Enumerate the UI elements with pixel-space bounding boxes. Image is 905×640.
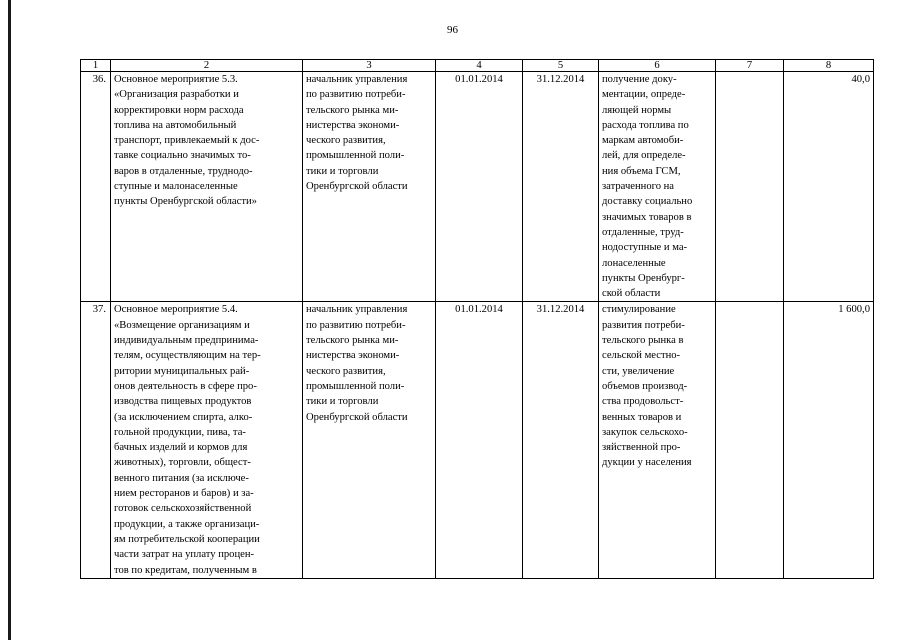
text-line: закупок сельскохо- (602, 426, 688, 438)
text-line: зяйственной про- (602, 442, 681, 454)
text-line: нистерства экономи- (306, 350, 400, 362)
text-line: тики и торговли (306, 165, 379, 177)
text-line: тельского рынка в (602, 335, 684, 347)
text-line: телям, осуществляющим на тер- (114, 350, 261, 362)
text-line: ритории муниципальных рай- (114, 365, 250, 377)
activity-cell (111, 72, 303, 302)
column-header: 4 (436, 60, 523, 72)
column-header: 3 (303, 60, 436, 72)
text-line: части затрат на уплату процен- (114, 549, 255, 561)
text-line: объемов производ- (602, 380, 688, 392)
text-line: пункты Оренбург- (602, 272, 685, 284)
text-line: варов в отдаленные, труднодо- (114, 165, 253, 177)
responsible-cell (303, 72, 436, 302)
text-line: нодоступные и ма- (602, 242, 688, 254)
text-line: «Организация разработки и (114, 89, 239, 101)
table-row (81, 72, 874, 302)
text-line: венного питания (за исключе- (114, 472, 249, 484)
text-line: бачных изделий и кормов для (114, 442, 248, 454)
text-line: значимых товаров в (602, 211, 692, 223)
result-cell (599, 302, 716, 578)
text-line: корректировки норм расхода (114, 104, 244, 116)
text-line: получение доку- (602, 74, 677, 85)
text-line: Оренбургской области (306, 181, 408, 193)
text-line: Основное мероприятие 5.4. (114, 304, 238, 316)
responsible-cell (303, 302, 436, 578)
text-line: промышленной поли- (306, 380, 405, 392)
text-line: изводства пищевых продуктов (114, 396, 252, 408)
text-line: тов по кредитам, полученным в (114, 564, 257, 576)
text-line: ляющей нормы (602, 104, 672, 116)
text-line: затраченного на (602, 181, 675, 193)
text-line: индивидуальным предпринима- (114, 335, 259, 347)
scan-edge-line (8, 0, 11, 640)
column-header: 6 (599, 60, 716, 72)
amount-cell: 1 600,0 (784, 302, 874, 578)
text-line: по развитию потреби- (306, 319, 406, 331)
column-header: 5 (523, 60, 599, 72)
text-line: (за исключением спирта, алко- (114, 411, 253, 423)
text-line: доставку социально (602, 196, 693, 208)
text-line: сти, увеличение (602, 365, 675, 377)
text-line: начальник управления (306, 74, 408, 85)
text-line: Основное мероприятие 5.3. (114, 74, 238, 85)
text-line: гольной продукции, пива, та- (114, 426, 246, 438)
activity-cell (111, 302, 303, 578)
text-line: «Возмещение организациям и (114, 319, 250, 331)
text-line: отдаленные, труд- (602, 226, 684, 238)
text-line: маркам автомоби- (602, 135, 684, 147)
column-number-row (81, 60, 874, 72)
text-line: лонаселенные (602, 257, 666, 269)
text-line: нием ресторанов и баров) и за- (114, 488, 254, 500)
text-line: пункты Оренбургской области» (114, 196, 257, 208)
table-row (81, 302, 874, 578)
column-header: 1 (81, 60, 111, 72)
text-line: ментации, опреде- (602, 89, 686, 101)
amount-cell: 40,0 (784, 72, 874, 302)
start-date-cell: 01.01.2014 (436, 72, 523, 302)
text-line: ческого развития, (306, 135, 386, 147)
text-line: ям потребительской кооперации (114, 533, 260, 545)
start-date-cell: 01.01.2014 (436, 302, 523, 578)
end-date-cell: 31.12.2014 (523, 72, 599, 302)
text-line: ской области (602, 288, 661, 300)
column-7-cell (716, 302, 784, 578)
row-number: 37. (81, 302, 111, 578)
text-line: тельского рынка ми- (306, 335, 399, 347)
text-line: расхода топлива по (602, 119, 689, 131)
text-line: Оренбургской области (306, 411, 408, 423)
text-line: нистерства экономи- (306, 119, 400, 131)
column-header: 7 (716, 60, 784, 72)
text-line: топлива на автомобильный (114, 119, 237, 131)
text-line: тики и торговли (306, 396, 379, 408)
text-line: тельского рынка ми- (306, 104, 399, 116)
result-cell (599, 72, 716, 302)
text-line: дукции у населения (602, 457, 692, 469)
text-line: ния объема ГСМ, (602, 165, 681, 177)
text-line: начальник управления (306, 304, 408, 316)
measures-table (80, 59, 874, 579)
text-line: продукции, а также организаци- (114, 518, 260, 530)
text-line: тавке социально значимых то- (114, 150, 251, 162)
text-line: готовок сельскохозяйственной (114, 503, 252, 515)
text-line: стимулирование (602, 304, 676, 316)
end-date-cell: 31.12.2014 (523, 302, 599, 578)
column-header: 2 (111, 60, 303, 72)
text-line: венных товаров и (602, 411, 682, 423)
page-number: 96 (447, 24, 458, 36)
text-line: ступные и малонаселенные (114, 181, 238, 193)
text-line: сельской местно- (602, 350, 681, 362)
column-7-cell (716, 72, 784, 302)
text-line: ческого развития, (306, 365, 386, 377)
text-line: транспорт, привлекаемый к дос- (114, 135, 260, 147)
text-line: животных), торговли, общест- (114, 457, 251, 469)
text-line: онов деятельность в сфере про- (114, 380, 257, 392)
text-line: ства продовольст- (602, 396, 684, 408)
column-header: 8 (784, 60, 874, 72)
text-line: лей, для определе- (602, 150, 686, 162)
text-line: развития потреби- (602, 319, 685, 331)
text-line: по развитию потреби- (306, 89, 406, 101)
row-number: 36. (81, 72, 111, 302)
text-line: промышленной поли- (306, 150, 405, 162)
